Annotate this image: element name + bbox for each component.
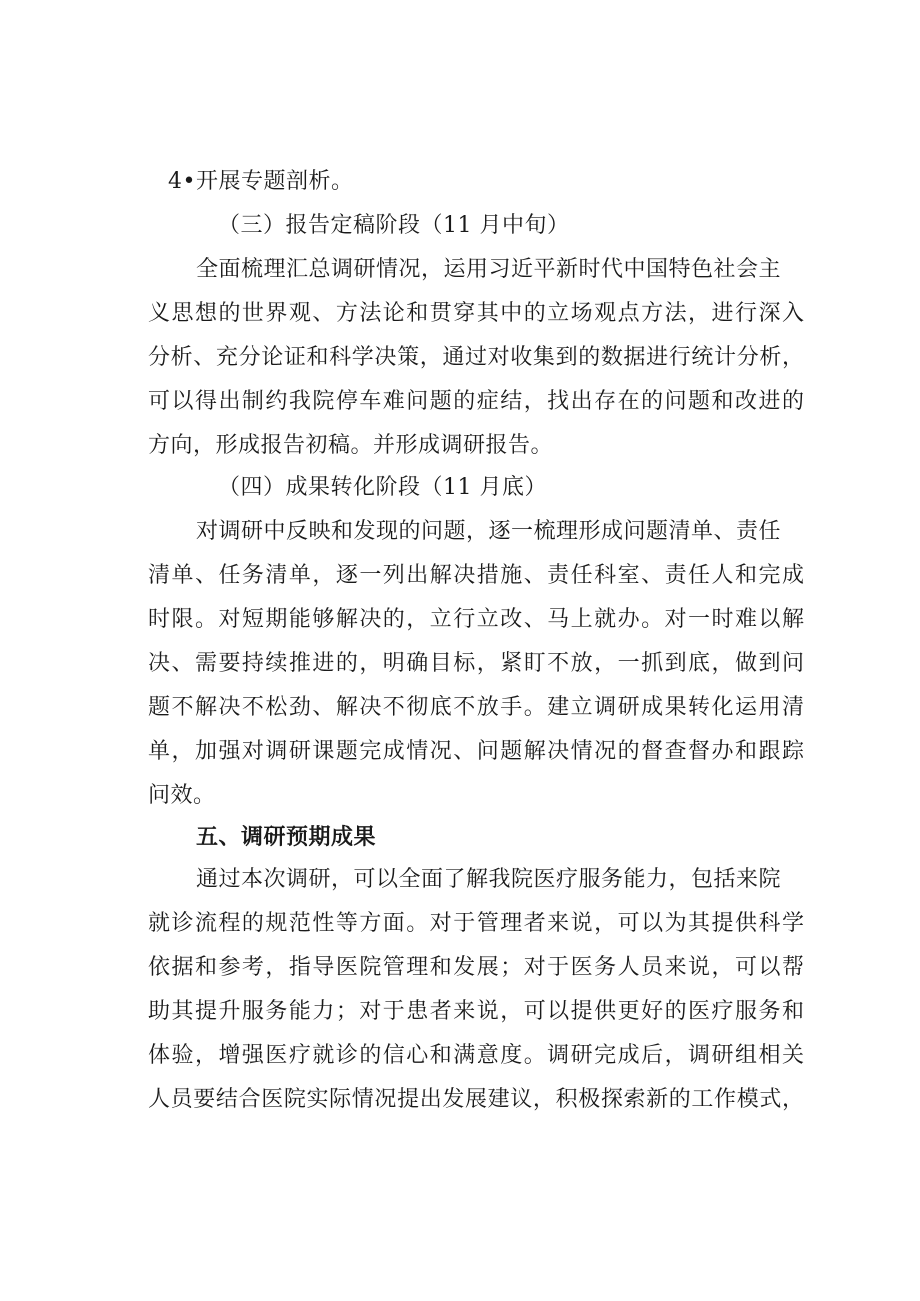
item-4-text: 4•开展专题剖析。 [168, 169, 354, 194]
stage-4-line: 题不解决不松劲、解决不彻底不放手。建立调研成果转化运用清 [148, 695, 804, 720]
stage-3-heading: （三）报告定稿阶段（11 月中旬） [218, 213, 570, 238]
section-5-line: 体验，增强医疗就诊的信心和满意度。调研完成后，调研组相关 [148, 1043, 804, 1068]
stage-4-line: 对调研中反映和发现的问题，逐一梳理形成问题清单、责任 [196, 519, 782, 544]
section-5-line: 通过本次调研，可以全面了解我院医疗服务能力，包括来院 [196, 867, 782, 892]
stage-4-line: 决、需要持续推进的，明确目标，紧盯不放，一抓到底，做到问 [148, 651, 804, 676]
stage-3-line: 全面梳理汇总调研情况，运用习近平新时代中国特色社会主 [196, 257, 782, 282]
stage-3-line: 分析、充分论证和科学决策，通过对收集到的数据进行统计分析， [148, 345, 804, 370]
stage-4-heading: （四）成果转化阶段（11 月底） [218, 475, 547, 500]
stage-4-line: 清单、任务清单，逐一列出解决措施、责任科室、责任人和完成 [148, 563, 804, 588]
section-5-line: 就诊流程的规范性等方面。对于管理者来说，可以为其提供科学 [148, 911, 804, 936]
stage-3-line: 可以得出制约我院停车难问题的症结，找出存在的问题和改进的 [148, 389, 804, 414]
section-5-line: 助其提升服务能力；对于患者来说，可以提供更好的医疗服务和 [148, 999, 804, 1024]
section-5-heading: 五、调研预期成果 [196, 825, 377, 850]
section-5-line: 人员要结合医院实际情况提出发展建议，积极探索新的工作模式， [148, 1087, 804, 1112]
stage-3-line: 义思想的世界观、方法论和贯穿其中的立场观点方法，进行深入 [148, 301, 804, 326]
stage-3-line: 方向，形成报告初稿。并形成调研报告。 [148, 433, 554, 458]
stage-4-line: 时限。对短期能够解决的，立行立改、马上就办。对一时难以解 [148, 607, 804, 632]
stage-4-line: 单，加强对调研课题完成情况、问题解决情况的督查督办和跟踪 [148, 739, 804, 764]
stage-4-line: 问效。 [148, 783, 216, 808]
section-5-line: 依据和参考，指导医院管理和发展；对于医务人员来说，可以帮 [148, 955, 804, 980]
